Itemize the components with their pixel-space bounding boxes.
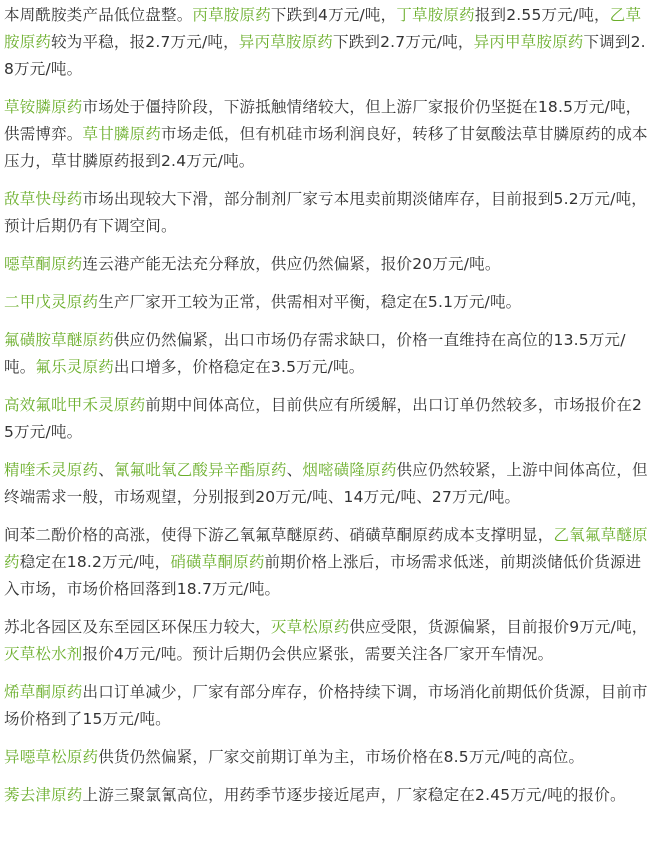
paragraph-pendimethalin bbox=[4, 289, 651, 316]
product-name: 氟乐灵原药 bbox=[35, 358, 114, 376]
paragraph-text: 报到2.55万元/吨， bbox=[474, 6, 610, 24]
product-name: 氟磺胺草醚原药 bbox=[4, 331, 114, 349]
paragraph-intro-amide-herbicides bbox=[4, 2, 651, 83]
product-name: 烯草酮原药 bbox=[4, 683, 83, 701]
paragraph-isoxaflutole bbox=[4, 744, 651, 771]
paragraph-text: 生产厂家开工较为正常，供需相对平衡，稳定在5.1万元/吨。 bbox=[98, 293, 522, 311]
product-name: 丁草胺原药 bbox=[396, 6, 475, 24]
paragraph-text: 连云港产能无法充分释放，供应仍然偏紧，报价20万元/吨。 bbox=[82, 255, 501, 273]
product-name: 乙草胺原药 bbox=[4, 6, 642, 51]
article-body bbox=[0, 2, 655, 809]
paragraph-text: 间苯二酚价格的高涨，使得下游乙氧氟草醚原药、硝磺草酮原药成本支撑明显， bbox=[4, 526, 554, 544]
product-name: 二甲戊灵原药 bbox=[4, 293, 99, 311]
paragraph-text: 供应受限，货源偏紧，目前报价9万元/吨， bbox=[349, 618, 648, 636]
paragraph-text: 报价4万元/吨。预计后期仍会供应紧张，需要关注各厂家开车情况。 bbox=[82, 645, 554, 663]
product-name: 异噁草松原药 bbox=[4, 748, 99, 766]
paragraph-text: 上游三聚氯氰高位，用药季节逐步接近尾声，厂家稳定在2.45万元/吨的报价。 bbox=[82, 786, 626, 804]
paragraph-text: 供应仍然偏紧，出口市场仍存需求缺口，价格一直维持在高位的13.5万元/吨。 bbox=[4, 331, 626, 376]
product-name: 烟嘧磺隆原药 bbox=[302, 461, 397, 479]
paragraph-text: 苏北各园区及东至园区环保压力较大， bbox=[4, 618, 271, 636]
product-name: 敌草快母药 bbox=[4, 190, 83, 208]
paragraph-text: 前期价格上涨后，市场需求低迷，前期淡储低价货源进入市场，市场价格回落到18.7万元/吨。 bbox=[4, 553, 642, 598]
paragraph-text: 、 bbox=[286, 461, 303, 479]
paragraph-text: 较为平稳，报2.7万元/吨， bbox=[51, 33, 239, 51]
paragraph-haloxyfop bbox=[4, 392, 651, 446]
paragraph-text: 下跌到4万元/吨， bbox=[270, 6, 397, 24]
paragraph-text: 市场处于僵持阶段，下游抵触情绪较大，但上游厂家报价仍坚挺在18.5万元/吨，供需博弈。 bbox=[4, 98, 642, 143]
paragraph-fluoroglycofen-fomesafen bbox=[4, 327, 651, 381]
paragraph-text: 、 bbox=[98, 461, 114, 479]
paragraph-oxyfluorfen-mesotrione bbox=[4, 522, 651, 603]
paragraph-text: 市场出现较大下滑，部分制剂厂家亏本甩卖前期淡储库存，目前报到5.2万元/吨，预计后期仍有下调空间。 bbox=[4, 190, 647, 235]
paragraph-paraquat bbox=[4, 186, 651, 240]
paragraph-sethoxydim bbox=[4, 679, 651, 733]
paragraph-glufosinate-glyphosate bbox=[4, 94, 651, 175]
product-name: 精喹禾灵原药 bbox=[4, 461, 99, 479]
paragraph-text: 供应仍然较紧，上游中间体高位，但终端需求一般，市场观望，分别报到20万元/吨、14万元/吨、27万元/吨。 bbox=[4, 461, 648, 506]
paragraph-text: 下跌到2.7万元/吨， bbox=[333, 33, 474, 51]
product-name: 丙草胺原药 bbox=[192, 6, 271, 24]
paragraph-text: 下调到2.8万元/吨。 bbox=[4, 33, 646, 78]
paragraph-bentazone bbox=[4, 614, 651, 668]
product-name: 硝磺草酮原药 bbox=[170, 553, 265, 571]
paragraph-text: 市场走低，但有机硅市场利润良好，转移了甘氨酸法草甘膦原药的成本压力，草甘膦原药报到2.4万元/吨。 bbox=[4, 125, 648, 170]
paragraph-text: 出口增多，价格稳定在3.5万元/吨。 bbox=[113, 358, 365, 376]
product-name: 乙氧氟草醚原药 bbox=[4, 526, 648, 571]
product-name: 灭草松水剂 bbox=[4, 645, 83, 663]
paragraph-text: 本周酰胺类产品低位盘整。 bbox=[4, 6, 193, 24]
paragraph-text: 稳定在18.2万元/吨， bbox=[19, 553, 171, 571]
product-name: 异丙甲草胺原药 bbox=[473, 33, 584, 51]
product-name: 氰氟吡氧乙酸异辛酯原药 bbox=[113, 461, 287, 479]
paragraph-quizalofop-cyhalofop-nicosulfuron bbox=[4, 457, 651, 511]
paragraph-atrazine bbox=[4, 782, 651, 809]
paragraph-oxadiazon bbox=[4, 251, 651, 278]
paragraph-text: 供货仍然偏紧，厂家交前期订单为主，市场价格在8.5万元/吨的高位。 bbox=[98, 748, 585, 766]
product-name: 灭草松原药 bbox=[270, 618, 350, 636]
product-name: 草甘膦原药 bbox=[82, 125, 162, 143]
paragraph-text: 前期中间体高位，目前供应有所缓解，出口订单仍然较多，市场报价在25万元/吨。 bbox=[4, 396, 643, 441]
product-name: 草铵膦原药 bbox=[4, 98, 83, 116]
product-name: 噁草酮原药 bbox=[4, 255, 83, 273]
product-name: 高效氟吡甲禾灵原药 bbox=[4, 396, 146, 414]
product-name: 异丙草胺原药 bbox=[238, 33, 333, 51]
paragraph-text: 出口订单减少，厂家有部分库存，价格持续下调，市场消化前期低价货源，目前市场价格到了15万元/吨。 bbox=[4, 683, 648, 728]
product-name: 莠去津原药 bbox=[4, 786, 83, 804]
